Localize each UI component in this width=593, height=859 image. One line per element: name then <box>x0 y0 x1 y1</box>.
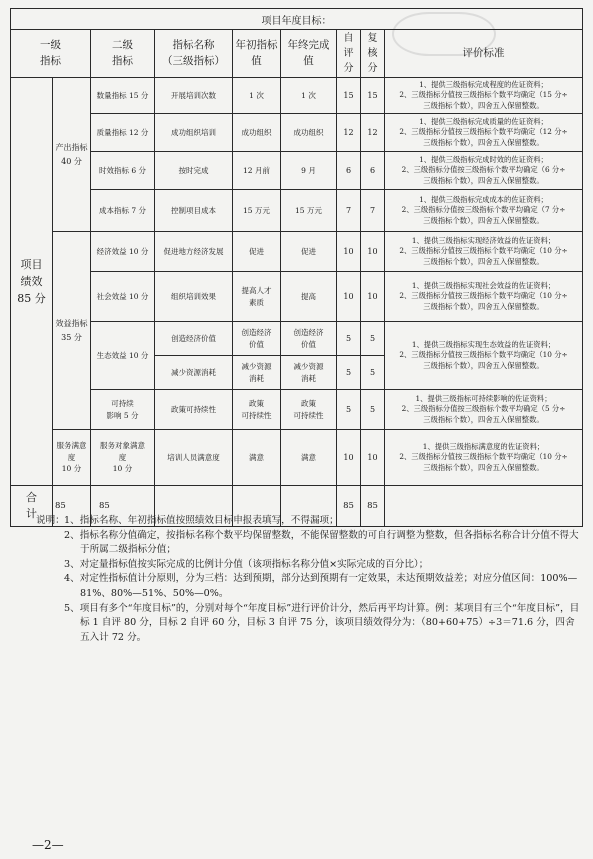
notes-section <box>36 514 580 645</box>
level3-cell: 培训人员满意度 <box>155 430 233 486</box>
criteria-cell: 1、提供三级指标可持续影响的佐证资料； 2、三级指标分值按三级指标个数平均确定（5 分÷ 三级指标个数），四舍五入保留整数。 <box>385 390 583 430</box>
level3-cell: 政策可持续性 <box>155 390 233 430</box>
initial-value-cell: 15 万元 <box>233 190 281 232</box>
header-criteria: 评价标准 <box>385 30 583 78</box>
criteria-cell: 1、提供三级指标实现社会效益的佐证资料； 2、三级指标分值按三级指标个数平均确定（10 分÷ 三级指标个数），四舍五入保留整数。 <box>385 272 583 322</box>
final-value-cell: 满意 <box>281 430 337 486</box>
review-score-cell: 10 <box>361 430 385 486</box>
group-ecology: 生态效益 10 分 <box>91 322 155 390</box>
total-review-score: 85 <box>361 486 385 527</box>
criteria-cell: 1、提供三级指标满意度的佐证资料； 2、三级指标分值按三级指标个数平均确定（10 分÷ 三级指标个数），四舍五入保留整数。 <box>385 430 583 486</box>
self-score-cell: 10 <box>337 430 361 486</box>
self-score-cell: 6 <box>337 152 361 190</box>
level2-cell: 服务对象满意 度 10 分 <box>91 430 155 486</box>
initial-value-cell: 成功组织 <box>233 114 281 152</box>
self-score-cell: 10 <box>337 232 361 272</box>
review-score-cell: 5 <box>361 356 385 390</box>
self-score-cell: 10 <box>337 272 361 322</box>
table-row <box>11 114 583 152</box>
header-final-value: 年终完成 值 <box>281 30 337 78</box>
table-row <box>11 430 583 486</box>
criteria-cell: 1、提供三级指标实现生态效益的佐证资料； 2、三级指标分值按三级指标个数平均确定（10 分÷ 三级指标个数），四舍五入保留整数。 <box>385 322 583 390</box>
self-score-cell: 12 <box>337 114 361 152</box>
total-self-score: 85 <box>337 486 361 527</box>
level2-cell: 时效指标 6 分 <box>91 152 155 190</box>
level3-cell: 促进地方经济发展 <box>155 232 233 272</box>
final-value-cell: 减少资源 消耗 <box>281 356 337 390</box>
note-item: 5、项目有多个“年度目标”的，分别对每个“年度目标”进行评价计分，然后再平均计算。例：某项目有三个“年度目标”，目标 1 自评 80 分，目标 2 自评 60 分，目标 3 自评 75 分，该项目绩效得分为：（80+60+75）÷3＝71.6 分，四舍五入计 72 分。 <box>64 602 580 643</box>
criteria-cell: 1、提供三级指标完成成本的佐证资料； 2、三级指标分值按三级指标个数平均确定（7 分÷ 三级指标个数），四舍五入保留整数。 <box>385 190 583 232</box>
review-score-cell: 10 <box>361 232 385 272</box>
initial-value-cell: 1 次 <box>233 78 281 114</box>
performance-evaluation-table <box>10 8 583 527</box>
note-item: 4、对定性指标值计分原则，分为三档：达到预期，部分达到预期有一定效果，未达预期效益差；对应分值区间：100%—81%、80%—51%、50%—0%。 <box>64 573 578 599</box>
table-row <box>11 272 583 322</box>
criteria-cell: 1、提供三级指标完成时效的佐证资料； 2、三级指标分值按三级指标个数平均确定（6 分÷ 三级指标个数），四舍五入保留整数。 <box>385 152 583 190</box>
header-initial-value: 年初指标 值 <box>233 30 281 78</box>
total-label: 合 计 <box>11 486 53 527</box>
final-value-cell: 成功组织 <box>281 114 337 152</box>
page-number: —2— <box>32 838 64 852</box>
initial-value-cell: 创造经济 价值 <box>233 322 281 356</box>
final-value-cell: 9 月 <box>281 152 337 190</box>
table-row <box>11 78 583 114</box>
review-score-cell: 7 <box>361 190 385 232</box>
criteria-cell: 1、提供三级指标完成质量的佐证资料； 2、三级指标分值按三级指标个数平均确定（12 分÷ 三级指标个数），四舍五入保留整数。 <box>385 114 583 152</box>
notes-label: 说明： <box>36 515 65 526</box>
review-score-cell: 6 <box>361 152 385 190</box>
level2-cell: 社会效益 10 分 <box>91 272 155 322</box>
final-value-cell: 政策 可持续性 <box>281 390 337 430</box>
table-row <box>11 322 583 356</box>
level3-cell: 成功组织培训 <box>155 114 233 152</box>
group-satisfaction: 服务满意 度 10 分 <box>53 430 91 486</box>
criteria-cell: 1、提供三级指标完成程度的佐证资料； 2、三级指标分值按三级指标个数平均确定（15 分÷ 三级指标个数），四舍五入保留整数。 <box>385 78 583 114</box>
group-benefit: 效益指标 35 分 <box>53 232 91 430</box>
review-score-cell: 5 <box>361 322 385 356</box>
level3-cell: 创造经济价值 <box>155 322 233 356</box>
initial-value-cell: 提高人才 素质 <box>233 272 281 322</box>
self-score-cell: 5 <box>337 356 361 390</box>
header-level3: 指标名称 （三级指标） <box>155 30 233 78</box>
final-value-cell: 促进 <box>281 232 337 272</box>
final-value-cell: 创造经济 价值 <box>281 322 337 356</box>
total-level2: 85 <box>91 486 155 527</box>
self-score-cell: 15 <box>337 78 361 114</box>
level3-cell: 按时完成 <box>155 152 233 190</box>
level3-cell: 控制项目成本 <box>155 190 233 232</box>
initial-value-cell: 促进 <box>233 232 281 272</box>
level2-cell: 经济效益 10 分 <box>91 232 155 272</box>
table-row <box>11 190 583 232</box>
level2-cell: 质量指标 12 分 <box>91 114 155 152</box>
self-score-cell: 7 <box>337 190 361 232</box>
header-review-score: 复核 分 <box>361 30 385 78</box>
level1-project-performance: 项目 绩效 85 分 <box>11 78 53 486</box>
table-row <box>11 390 583 430</box>
self-score-cell: 5 <box>337 322 361 356</box>
note-item: 2、指标名称分值确定，按指标名称个数平均保留整数，不能保留整数的可自行调整为整数，但各指标名称合计分值不得大于所属二级指标分值； <box>64 529 579 556</box>
initial-value-cell: 政策 可持续性 <box>233 390 281 430</box>
level3-cell: 减少资源消耗 <box>155 356 233 390</box>
initial-value-cell: 12 月前 <box>233 152 281 190</box>
note-item: 3、对定量指标值按实际完成的比例计分值（该项指标名称分值×实际完成的百分比）； <box>64 558 429 570</box>
group-output: 产出指标 40 分 <box>53 78 91 232</box>
final-value-cell: 15 万元 <box>281 190 337 232</box>
review-score-cell: 15 <box>361 78 385 114</box>
note-item: 1、指标名称、年初指标值按照绩效目标申报表填写，不得漏项； <box>64 515 339 526</box>
review-score-cell: 5 <box>361 390 385 430</box>
level2-cell: 数量指标 15 分 <box>91 78 155 114</box>
final-value-cell: 提高 <box>281 272 337 322</box>
table-row <box>11 152 583 190</box>
level3-cell: 组织培训效果 <box>155 272 233 322</box>
level3-cell: 开展培训次数 <box>155 78 233 114</box>
header-level1: 一级 指标 <box>11 30 91 78</box>
self-score-cell: 5 <box>337 390 361 430</box>
table-title: 项目年度目标： <box>11 9 583 30</box>
header-level2: 二级 指标 <box>91 30 155 78</box>
review-score-cell: 12 <box>361 114 385 152</box>
table-row <box>11 232 583 272</box>
level2-cell: 可持续 影响 5 分 <box>91 390 155 430</box>
initial-value-cell: 减少资源 消耗 <box>233 356 281 390</box>
review-score-cell: 10 <box>361 272 385 322</box>
total-level1: 85 <box>53 486 91 527</box>
level2-cell: 成本指标 7 分 <box>91 190 155 232</box>
header-self-score: 自评 分 <box>337 30 361 78</box>
final-value-cell: 1 次 <box>281 78 337 114</box>
criteria-cell: 1、提供三级指标实现经济效益的佐证资料； 2、三级指标分值按三级指标个数平均确定（10 分÷ 三级指标个数），四舍五入保留整数。 <box>385 232 583 272</box>
initial-value-cell: 满意 <box>233 430 281 486</box>
